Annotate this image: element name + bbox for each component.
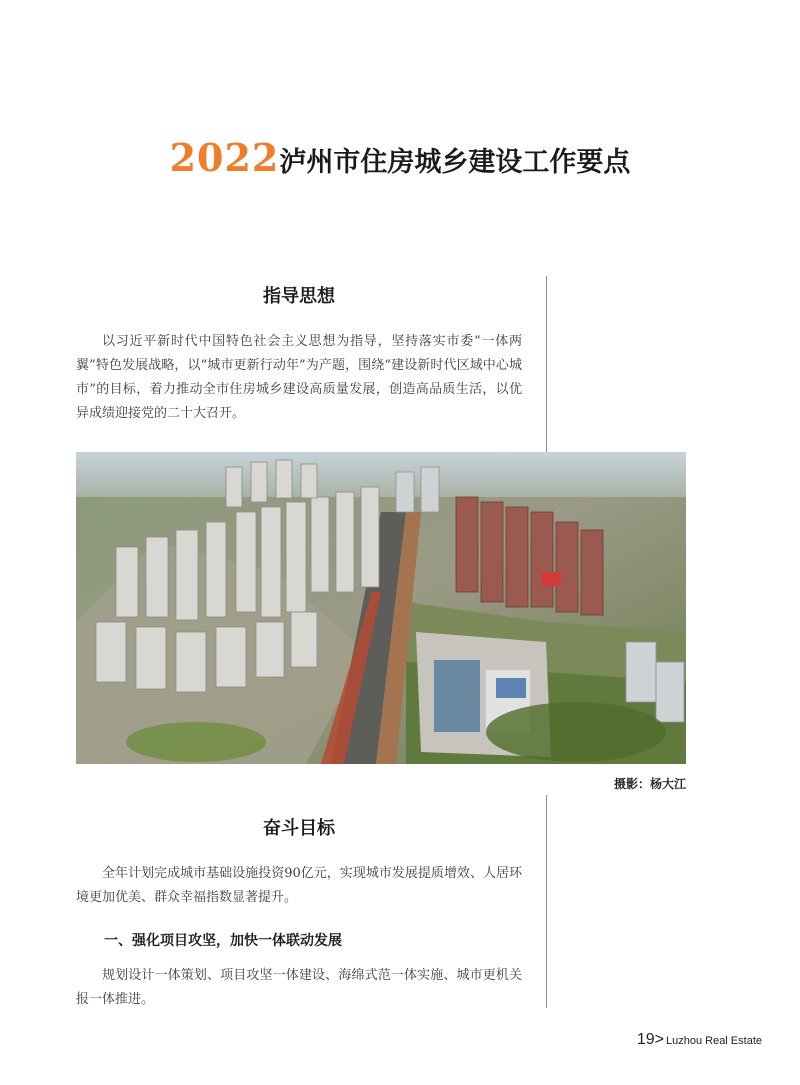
page-title	[0, 135, 800, 180]
column-divider-top	[546, 276, 547, 452]
page-footer	[637, 1031, 762, 1049]
page-number: 19>	[636, 1031, 664, 1048]
column-divider-bottom	[546, 795, 547, 1008]
magazine-brand: Luzhou Real Estate	[665, 1035, 762, 1047]
photo-credit: 摄影：杨大江	[613, 777, 686, 791]
title-main: 泸州市住房城乡建设工作要点	[279, 147, 631, 178]
aerial-city-photo	[76, 452, 686, 764]
title-year: 2022	[169, 135, 280, 180]
section-text-guiding: 以习近平新时代中国特色社会主义思想为指导，坚持落实市委“一体两翼”特色发展战略，以“城市更新行动年”为产题，围绕“建设新时代区域中心城市”的目标，着力推动全市住房城乡建设高质量发展，创造高品质生活，以优异成绩迎接党的二十大召开。	[76, 334, 522, 421]
section-heading-guiding: 指导思想	[263, 286, 335, 307]
section-text-goal: 全年计划完成城市基础设施投资90亿元，实现城市发展提质增效、人居环境更加优美、群众幸福指数显著提升。	[76, 866, 522, 905]
section-heading-item1: 一、强化项目攻坚，加快一体联动发展	[104, 933, 342, 949]
section-heading-goal: 奋斗目标	[263, 818, 335, 839]
section-text-item1: 规划设计一体策划、项目攻坚一体建设、海绵式范一体实施、城市更机关报一体推进。	[76, 968, 522, 1007]
